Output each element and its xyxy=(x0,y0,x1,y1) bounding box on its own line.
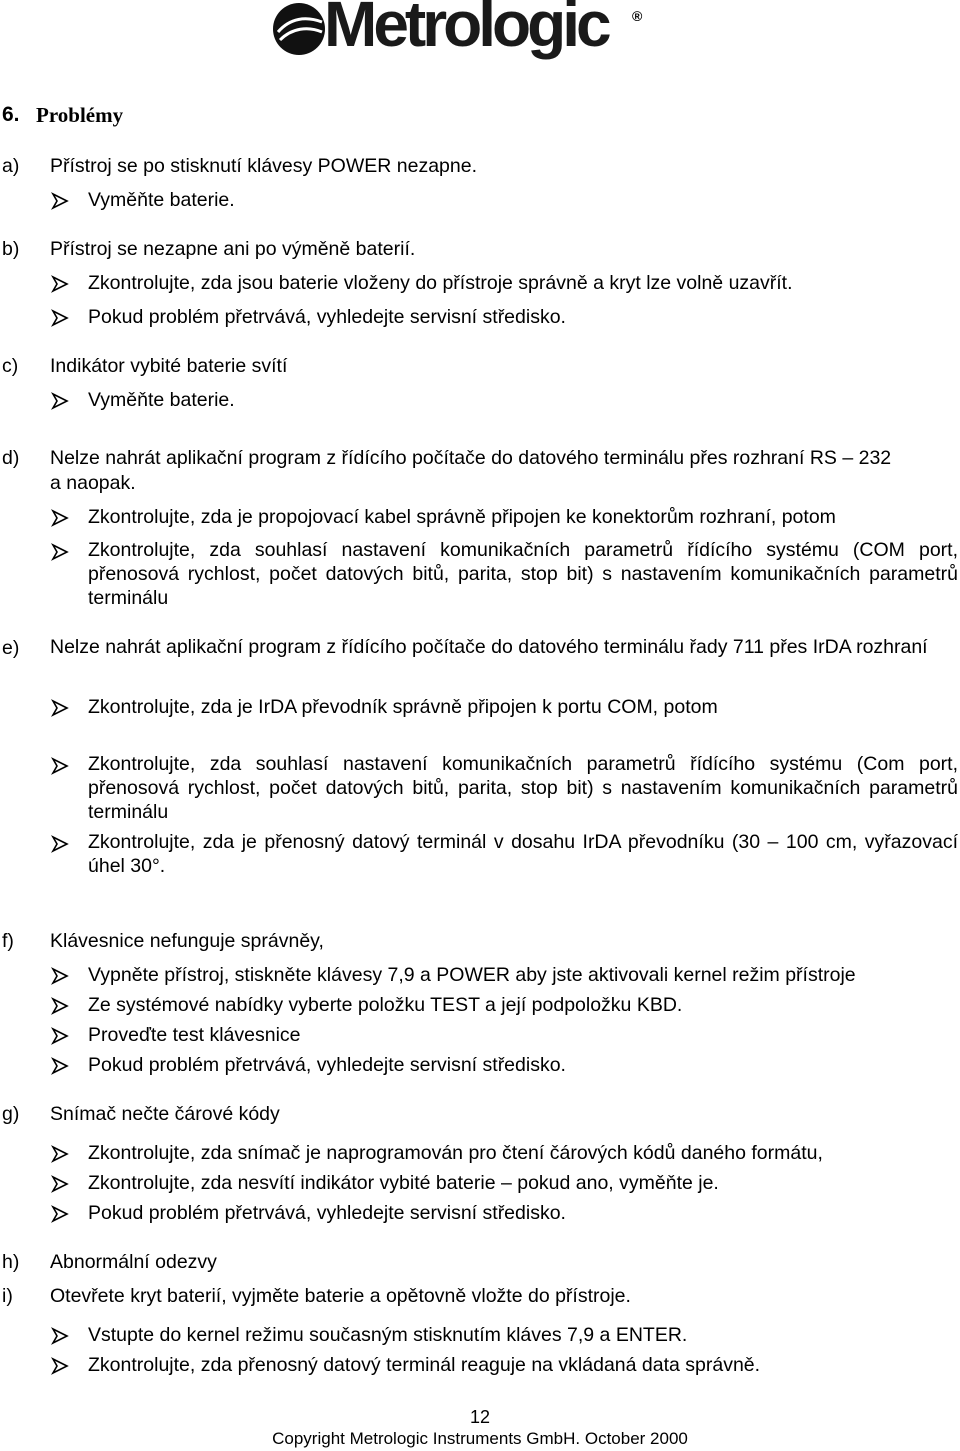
arrow-bullet-icon xyxy=(50,1056,70,1076)
bullet-g-3: Pokud problém přetrvává, vyhledejte servisní středisko. xyxy=(88,1202,566,1224)
item-text-d-line2: a naopak. xyxy=(50,472,136,494)
arrow-bullet-icon xyxy=(50,274,70,294)
arrow-bullet-icon xyxy=(50,1356,70,1376)
copyright-line: Copyright Metrologic Instruments GmbH. October 2000 xyxy=(272,1429,688,1448)
item-text-b: Přístroj se nezapne ani po výměně baterií. xyxy=(50,238,416,260)
bullet-b-2: Pokud problém přetrvává, vyhledejte servisní středisko. xyxy=(88,306,566,328)
section-number: 6. xyxy=(2,103,20,126)
bullet-f-2: Ze systémové nabídky vyberte položku TEST a její podpoložku KBD. xyxy=(88,994,683,1016)
bullet-d-1: Zkontrolujte, zda je propojovací kabel správně připojen ke konektorům rozhraní, potom xyxy=(88,506,836,528)
arrow-bullet-icon xyxy=(50,508,70,528)
logo-globe-icon xyxy=(272,2,326,56)
logo-registered-mark: ® xyxy=(632,8,643,24)
bullet-a-1: Vyměňte baterie. xyxy=(88,189,235,211)
bullet-b-1: Zkontrolujte, zda jsou baterie vloženy do přístroje správně a kryt lze volně uzavřít. xyxy=(88,272,793,294)
bullet-f-3: Proveďte test klávesnice xyxy=(88,1024,301,1046)
item-text-a: Přístroj se po stisknutí klávesy POWER nezapne. xyxy=(50,155,478,177)
arrow-bullet-icon xyxy=(50,1326,70,1346)
bullet-f-1: Vypněte přístroj, stiskněte klávesy 7,9 a POWER aby jste aktivovali kernel režim přístroje xyxy=(88,964,856,986)
arrow-bullet-icon xyxy=(50,308,70,328)
bullet-d-2: Zkontrolujte, zda souhlasí nastavení komunikačních parametrů řídícího systému (COM port, přenosová rychlost, počet datových bitů, parita, stop bit) s nastavením komunikačních parametrů terminálu xyxy=(88,539,958,609)
arrow-bullet-icon xyxy=(50,834,70,854)
item-text-h: Abnormální odezvy xyxy=(50,1251,217,1273)
bullet-g-1: Zkontrolujte, zda snímač je naprogramován pro čtení čárových kódů daného formátu, xyxy=(88,1142,823,1164)
item-text-d-line1: Nelze nahrát aplikační program z řídícího počítače do datového terminálu přes rozhraní RS – 232 xyxy=(50,447,892,469)
arrow-bullet-icon xyxy=(50,966,70,986)
arrow-bullet-icon xyxy=(50,1174,70,1194)
arrow-bullet-icon xyxy=(50,1144,70,1164)
arrow-bullet-icon xyxy=(50,698,70,718)
item-marker-i: i) xyxy=(2,1285,13,1307)
logo-wordmark: Metrologic xyxy=(324,0,608,60)
item-text-g: Snímač nečte čárové kódy xyxy=(50,1103,280,1125)
item-marker-f: f) xyxy=(2,930,14,952)
arrow-bullet-icon xyxy=(50,1204,70,1224)
bullet-e-3: Zkontrolujte, zda je přenosný datový terminál v dosahu IrDA převodníku (30 – 100 cm, vyřazovací úhel 30°. xyxy=(88,831,958,877)
arrow-bullet-icon xyxy=(50,391,70,411)
item-text-c: Indikátor vybité baterie svítí xyxy=(50,355,288,377)
page-number: 12 xyxy=(469,1407,491,1427)
bullet-e-1: Zkontrolujte, zda je IrDA převodník správně připojen k portu COM, potom xyxy=(88,696,718,718)
arrow-bullet-icon xyxy=(50,1026,70,1046)
item-marker-a: a) xyxy=(2,155,20,177)
section-title: Problémy xyxy=(36,103,124,127)
bullet-f-4: Pokud problém přetrvává, vyhledejte servisní středisko. xyxy=(88,1054,566,1076)
item-text-i: Otevřete kryt baterií, vyjměte baterie a opětovně vložte do přístroje. xyxy=(50,1285,631,1307)
arrow-bullet-icon xyxy=(50,996,70,1016)
item-text-e: Nelze nahrát aplikační program z řídícího počítače do datového terminálu řady 711 přes IrDA rozhraní xyxy=(50,636,928,658)
bullet-e-2: Zkontrolujte, zda souhlasí nastavení komunikačních parametrů řídícího systému (Com port, přenosová rychlost, počet datových bitů, parita, stop bit) s nastavením komunikačních parametrů terminálu xyxy=(88,753,958,823)
item-marker-h: h) xyxy=(2,1251,20,1273)
item-marker-b: b) xyxy=(2,238,20,260)
item-marker-g: g) xyxy=(2,1103,20,1125)
metrologic-logo xyxy=(272,0,672,64)
item-text-f: Klávesnice nefunguje správněy, xyxy=(50,930,324,952)
item-marker-d: d) xyxy=(2,447,20,469)
bullet-i-1: Vstupte do kernel režimu současným stisknutím kláves 7,9 a ENTER. xyxy=(88,1324,688,1346)
arrow-bullet-icon xyxy=(50,542,70,562)
bullet-i-2: Zkontrolujte, zda přenosný datový terminál reaguje na vkládaná data správně. xyxy=(88,1354,761,1376)
bullet-g-2: Zkontrolujte, zda nesvítí indikátor vybité baterie – pokud ano, vyměňte je. xyxy=(88,1172,719,1194)
item-marker-c: c) xyxy=(2,355,19,377)
arrow-bullet-icon xyxy=(50,191,70,211)
item-marker-e: e) xyxy=(2,637,20,659)
arrow-bullet-icon xyxy=(50,756,70,776)
bullet-c-1: Vyměňte baterie. xyxy=(88,389,235,411)
